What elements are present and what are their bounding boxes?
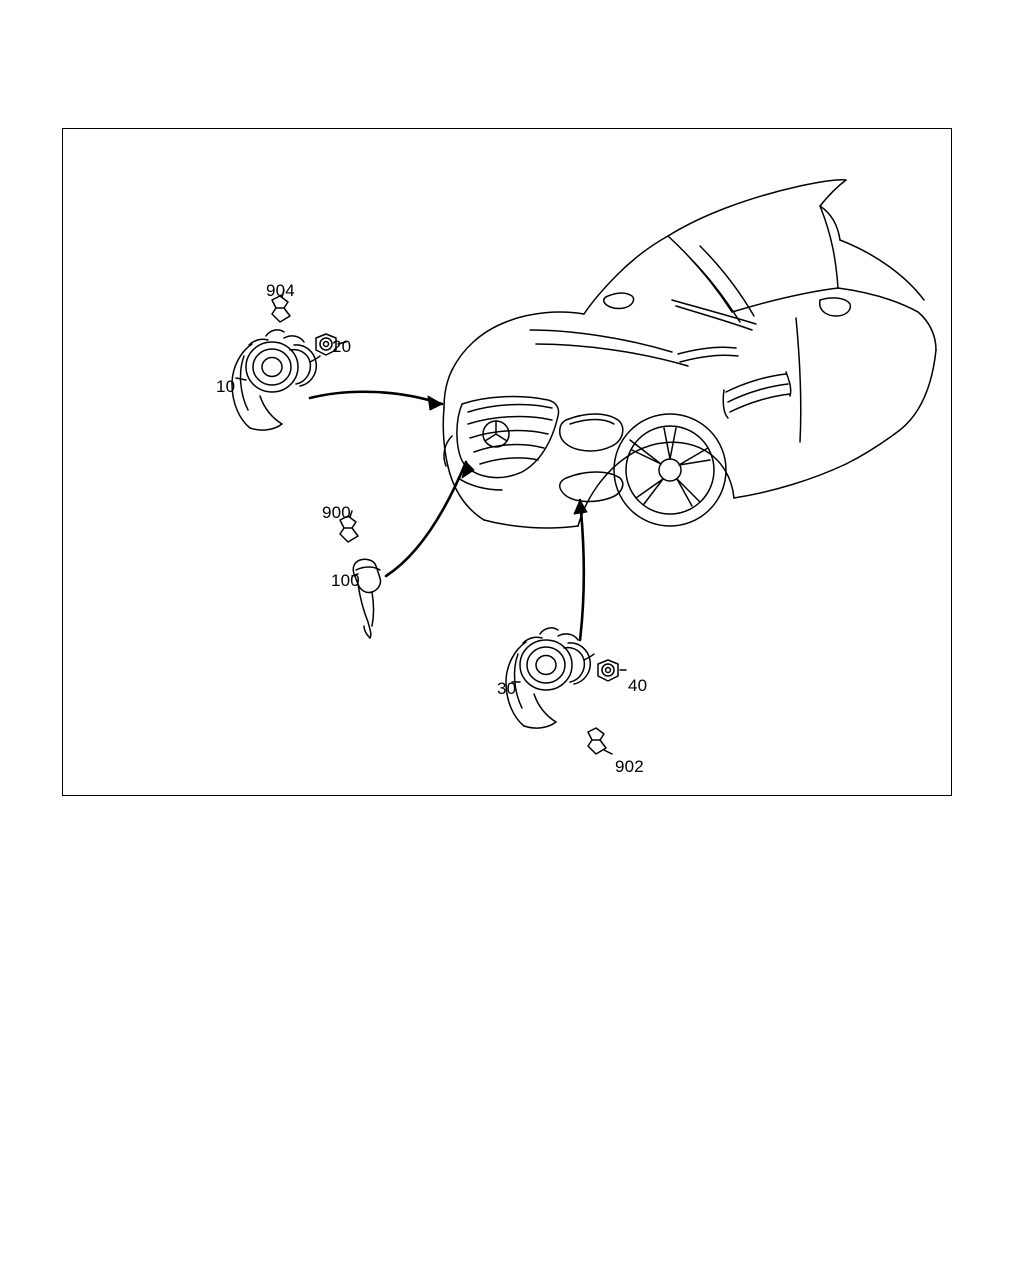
- callout-100: 100: [331, 571, 360, 590]
- callout-902: 902: [615, 757, 644, 776]
- callout-10: 10: [216, 377, 236, 396]
- callout-20: 20: [332, 337, 352, 356]
- callout-900: 900: [322, 503, 351, 522]
- callout-40: 40: [628, 676, 648, 695]
- callout-30: 30: [497, 679, 517, 698]
- callout-904: 904: [266, 281, 295, 300]
